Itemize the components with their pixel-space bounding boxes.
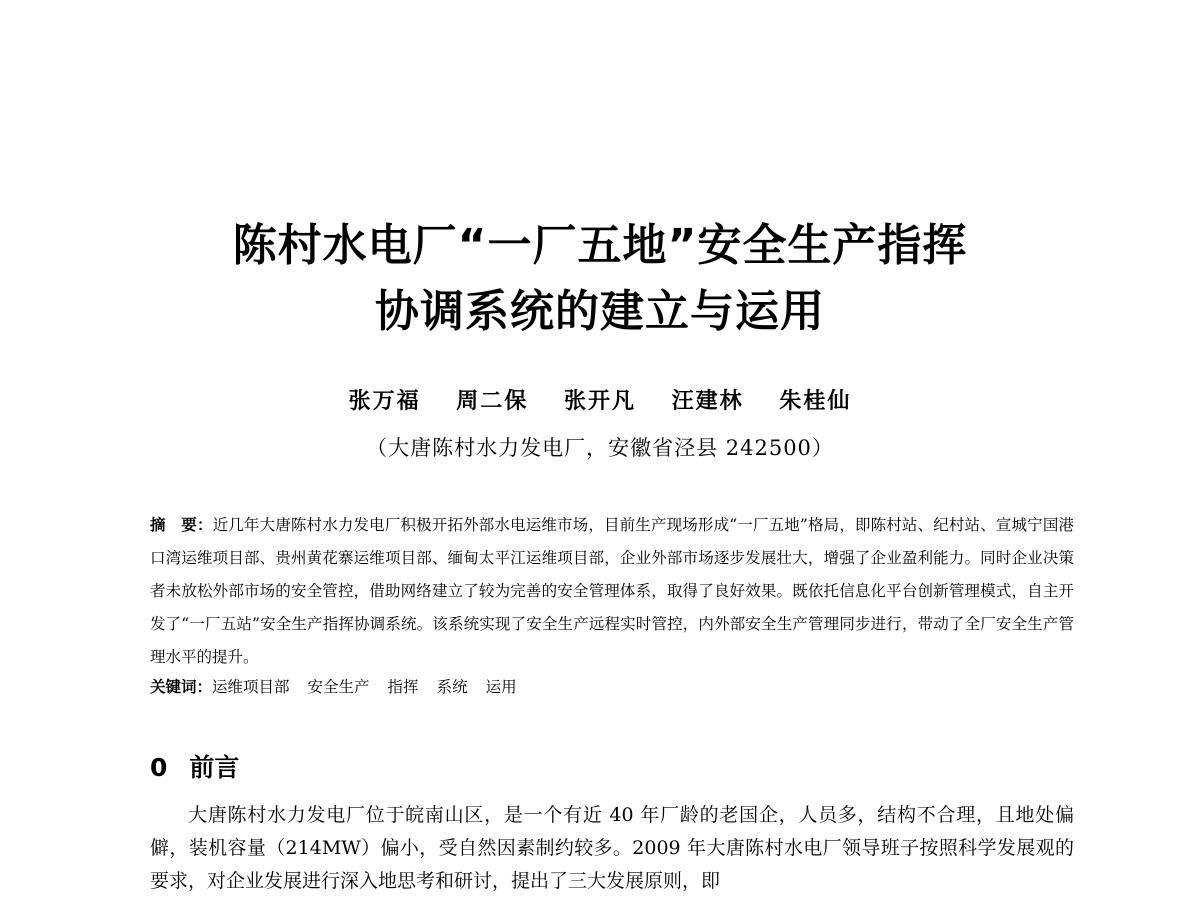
paper-title-line-1: 陈村水电厂“一厂五地”安全生产指挥: [232, 220, 968, 271]
abstract-label: 摘 要：: [150, 515, 213, 534]
paper-title-line-2: 协调系统的建立与运用: [375, 286, 825, 337]
abstract: [150, 508, 1074, 674]
section-number: 0: [150, 753, 168, 782]
author-name: 朱桂仙: [779, 388, 852, 414]
keyword: 运用: [485, 678, 517, 696]
author-name: 汪建林: [671, 388, 744, 414]
keyword: 系统: [436, 678, 468, 696]
keyword: 指挥: [387, 678, 419, 696]
author-name: 张开凡: [563, 388, 636, 414]
author-name: 张万福: [348, 388, 421, 414]
keywords: [150, 673, 1074, 701]
section-title: 前言: [189, 753, 240, 782]
abstract-text: 近几年大唐陈村水力发电厂积极开拓外部水电运维市场，目前生产现场形成“一厂五地”格局，即陈村站、纪村站、宣城宁国港口湾运维项目部、贵州黄花寨运维项目部、缅甸太平江运维项目部，企业外部市场逐步发展壮大，增强了企业盈利能力。同时企业决策者未放松外部市场的安全管控，借助网络建立了较为完善的安全管理体系，取得了良好效果。既依托信息化平台创新管理模式，自主开发了“一厂五站”安全生产指挥协调系统。该系统实现了安全生产远程实时管控，内外部安全生产管理同步进行，带动了全厂安全生产管理水平的提升。: [150, 516, 1074, 666]
author-name: 周二保: [456, 388, 529, 414]
author-list: [0, 384, 1200, 415]
keyword: 运维项目部: [212, 678, 290, 696]
keywords-label: 关键词：: [150, 677, 213, 696]
body-paragraph: 大唐陈村水力发电厂位于皖南山区，是一个有近 40 年厂龄的老国企，人员多，结构不合理，且地处偏僻，装机容量（214MW）偏小，受自然因素制约较多。2009 年大唐陈村水电厂领导班子按照科学发展观的要求，对企业发展进行深入地思考和研讨，提出了三大发展原则，即: [150, 804, 1074, 892]
keyword: 安全生产: [307, 678, 370, 696]
section-heading: [150, 748, 239, 784]
author-affiliation: （大唐陈村水力发电厂，安徽省泾县 242500）: [366, 436, 834, 460]
